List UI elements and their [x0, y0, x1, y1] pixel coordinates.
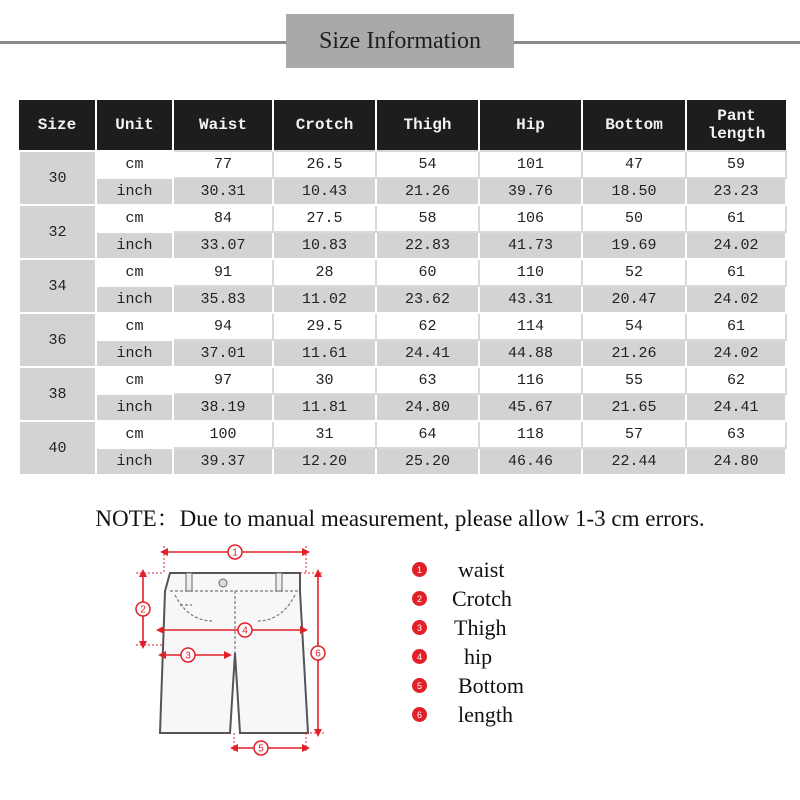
value-cell: 22.83 [376, 232, 479, 259]
value-cell: 30.31 [173, 178, 273, 205]
marker-5-icon: 5 [412, 678, 427, 693]
value-cell: 62 [376, 313, 479, 340]
value-cell: 57 [582, 421, 686, 448]
unit-cell: cm [96, 151, 173, 178]
value-cell: 91 [173, 259, 273, 286]
header-rule-right [514, 41, 800, 44]
table-row [19, 448, 786, 475]
value-cell: 10.83 [273, 232, 376, 259]
value-cell: 23.23 [686, 178, 786, 205]
svg-text:2: 2 [140, 604, 146, 616]
legend-label: Bottom [458, 672, 525, 698]
column-header: Thigh [376, 100, 479, 151]
table-row [19, 232, 786, 259]
unit-cell: inch [96, 232, 173, 259]
column-header: Hip [479, 100, 582, 151]
value-cell: 11.02 [273, 286, 376, 313]
value-cell: 24.80 [686, 448, 786, 475]
value-cell: 55 [582, 367, 686, 394]
size-cell: 32 [19, 205, 96, 259]
value-cell: 28 [273, 259, 376, 286]
legend-item [412, 700, 612, 729]
value-cell: 110 [479, 259, 582, 286]
table-row [19, 394, 786, 421]
legend-item [412, 671, 612, 700]
table-row [19, 313, 786, 340]
column-header: Waist [173, 100, 273, 151]
value-cell: 100 [173, 421, 273, 448]
value-cell: 20.47 [582, 286, 686, 313]
legend-item [412, 555, 612, 584]
diagram-marker-5 [254, 741, 268, 755]
diagram-marker-3 [181, 648, 195, 662]
value-cell: 24.80 [376, 394, 479, 421]
diagram-marker-1 [228, 545, 242, 559]
value-cell: 116 [479, 367, 582, 394]
size-cell: 30 [19, 151, 96, 205]
unit-cell: cm [96, 313, 173, 340]
legend-item [412, 642, 612, 671]
table-row [19, 286, 786, 313]
header-rule-left [0, 41, 286, 44]
value-cell: 77 [173, 151, 273, 178]
size-cell: 36 [19, 313, 96, 367]
unit-cell: inch [96, 286, 173, 313]
value-cell: 61 [686, 259, 786, 286]
table-header-row [19, 100, 786, 151]
size-cell: 34 [19, 259, 96, 313]
value-cell: 60 [376, 259, 479, 286]
legend-item [412, 584, 612, 613]
marker-1-icon: 1 [412, 562, 427, 577]
column-header: Unit [96, 100, 173, 151]
table-row [19, 259, 786, 286]
value-cell: 22.44 [582, 448, 686, 475]
unit-cell: cm [96, 367, 173, 394]
value-cell: 114 [479, 313, 582, 340]
value-cell: 50 [582, 205, 686, 232]
diagram-marker-2 [136, 602, 150, 616]
value-cell: 24.02 [686, 340, 786, 367]
unit-cell: inch [96, 178, 173, 205]
legend-label: Crotch [452, 585, 512, 611]
value-cell: 24.41 [686, 394, 786, 421]
value-cell: 39.37 [173, 448, 273, 475]
table-row [19, 340, 786, 367]
value-cell: 21.26 [582, 340, 686, 367]
size-table [18, 100, 787, 476]
table-row [19, 205, 786, 232]
measurement-legend [412, 555, 612, 729]
value-cell: 11.81 [273, 394, 376, 421]
table-row [19, 151, 786, 178]
value-cell: 52 [582, 259, 686, 286]
column-header: Crotch [273, 100, 376, 151]
value-cell: 30 [273, 367, 376, 394]
legend-label: length [458, 701, 513, 727]
marker-2-icon: 2 [412, 591, 427, 606]
table-row [19, 421, 786, 448]
value-cell: 54 [582, 313, 686, 340]
unit-cell: cm [96, 259, 173, 286]
value-cell: 94 [173, 313, 273, 340]
value-cell: 33.07 [173, 232, 273, 259]
value-cell: 106 [479, 205, 582, 232]
value-cell: 25.20 [376, 448, 479, 475]
svg-text:3: 3 [185, 650, 191, 662]
value-cell: 39.76 [479, 178, 582, 205]
shorts-measurement-diagram [120, 535, 350, 770]
value-cell: 97 [173, 367, 273, 394]
legend-label: hip [464, 643, 493, 669]
value-cell: 37.01 [173, 340, 273, 367]
value-cell: 101 [479, 151, 582, 178]
value-cell: 11.61 [273, 340, 376, 367]
svg-text:6: 6 [315, 648, 321, 660]
value-cell: 26.5 [273, 151, 376, 178]
value-cell: 64 [376, 421, 479, 448]
value-cell: 19.69 [582, 232, 686, 259]
value-cell: 47 [582, 151, 686, 178]
value-cell: 54 [376, 151, 479, 178]
unit-cell: cm [96, 205, 173, 232]
value-cell: 24.02 [686, 286, 786, 313]
value-cell: 21.26 [376, 178, 479, 205]
value-cell: 21.65 [582, 394, 686, 421]
unit-cell: inch [96, 448, 173, 475]
value-cell: 58 [376, 205, 479, 232]
column-header: Bottom [582, 100, 686, 151]
value-cell: 45.67 [479, 394, 582, 421]
value-cell: 12.20 [273, 448, 376, 475]
table-row [19, 178, 786, 205]
value-cell: 84 [173, 205, 273, 232]
value-cell: 63 [686, 421, 786, 448]
value-cell: 31 [273, 421, 376, 448]
value-cell: 46.46 [479, 448, 582, 475]
value-cell: 35.83 [173, 286, 273, 313]
marker-3-icon: 3 [412, 620, 427, 635]
diagram-marker-6 [311, 646, 325, 660]
value-cell: 38.19 [173, 394, 273, 421]
unit-cell: cm [96, 421, 173, 448]
value-cell: 27.5 [273, 205, 376, 232]
diagram-marker-4 [238, 623, 252, 637]
value-cell: 61 [686, 205, 786, 232]
value-cell: 41.73 [479, 232, 582, 259]
legend-item [412, 613, 612, 642]
size-information-title: Size Information [286, 14, 514, 68]
value-cell: 61 [686, 313, 786, 340]
legend-label: Thigh [454, 614, 507, 640]
size-cell: 38 [19, 367, 96, 421]
svg-text:5: 5 [258, 743, 264, 755]
value-cell: 62 [686, 367, 786, 394]
value-cell: 29.5 [273, 313, 376, 340]
value-cell: 63 [376, 367, 479, 394]
value-cell: 23.62 [376, 286, 479, 313]
value-cell: 44.88 [479, 340, 582, 367]
svg-text:1: 1 [232, 547, 238, 559]
measurement-note: NOTE：Due to manual measurement, please allow 1-3 cm errors. [95, 506, 705, 531]
unit-cell: inch [96, 394, 173, 421]
value-cell: 118 [479, 421, 582, 448]
size-cell: 40 [19, 421, 96, 475]
marker-6-icon: 6 [412, 707, 427, 722]
svg-text:4: 4 [242, 625, 248, 637]
value-cell: 18.50 [582, 178, 686, 205]
value-cell: 59 [686, 151, 786, 178]
marker-4-icon: 4 [412, 649, 427, 664]
value-cell: 24.02 [686, 232, 786, 259]
table-row [19, 367, 786, 394]
value-cell: 43.31 [479, 286, 582, 313]
unit-cell: inch [96, 340, 173, 367]
column-header: Pant length [686, 100, 786, 151]
column-header: Size [19, 100, 96, 151]
value-cell: 10.43 [273, 178, 376, 205]
value-cell: 24.41 [376, 340, 479, 367]
legend-label: waist [458, 556, 505, 582]
